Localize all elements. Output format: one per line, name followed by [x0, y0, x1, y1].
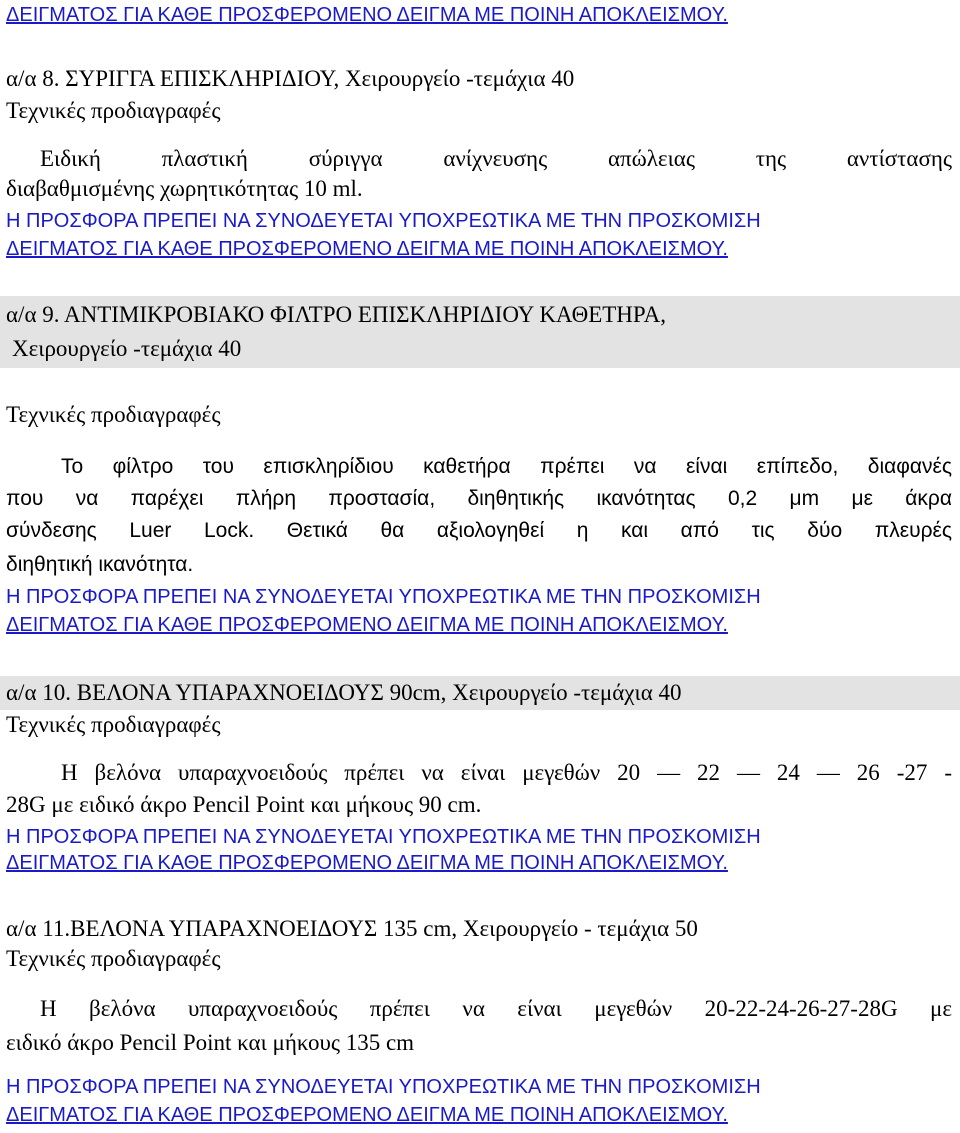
warning-line-2: ΔΕΙΓΜΑΤΟΣ ΓΙΑ ΚΑΘΕ ΠΡΟΣΦΕΡΟΜΕΝΟ ΔΕΙΓΜΑ ΜΕ ΠΟΙΝΗ ΑΠΟΚΛΕΙΣΜΟΥ. [6, 614, 728, 636]
item-9-desc-line2: που να παρέχει πλήρη προστασία, διηθητικής ικανότητας 0,2 μm με άκρα [6, 487, 952, 510]
warning-line-2: ΔΕΙΓΜΑΤΟΣ ΓΙΑ ΚΑΘΕ ΠΡΟΣΦΕΡΟΜΕΝΟ ΔΕΙΓΜΑ ΜΕ ΠΟΙΝΗ ΑΠΟΚΛΕΙΣΜΟΥ. [6, 238, 728, 260]
item-8-desc-line1: Ειδική πλαστική σύριγγα ανίχνευσης απώλειας της αντίστασης [40, 146, 952, 171]
item-10-desc-line1: Η βελόνα υπαραχνοειδούς πρέπει να είναι μεγεθών 20 — 22 — 24 — 26 -27 - [61, 760, 952, 785]
spec-label: Τεχνικές προδιαγραφές [6, 712, 221, 737]
item-11-desc-line1: Η βελόνα υπαραχνοειδούς πρέπει να είναι μεγεθών 20-22-24-26-27-28G με [40, 996, 952, 1021]
item-9-title-line2: Χειρουργείο -τεμάχια 40 [12, 336, 242, 361]
item-9-desc-line3: σύνδεσης Luer Lock. Θετικά θα αξιολογηθεί η και από τις δύο πλευρές [6, 519, 952, 542]
item-9-desc-line1: Το φίλτρο του επισκληρίδιου καθετήρα πρέπει να είναι επίπεδο, διαφανές [61, 455, 952, 478]
item-8-desc-line2: διαβαθμισμένης χωρητικότητας 10 ml. [6, 176, 363, 201]
warning-line-1: Η ΠΡΟΣΦΟΡΑ ΠΡΕΠΕΙ ΝΑ ΣΥΝΟΔΕΥΕΤΑΙ ΥΠΟΧΡΕΩΤΙΚΑ ΜΕ ΤΗΝ ΠΡΟΣΚΟΜΙΣΗ [6, 586, 761, 608]
warning-line-1: Η ΠΡΟΣΦΟΡΑ ΠΡΕΠΕΙ ΝΑ ΣΥΝΟΔΕΥΕΤΑΙ ΥΠΟΧΡΕΩΤΙΚΑ ΜΕ ΤΗΝ ΠΡΟΣΚΟΜΙΣΗ [6, 826, 761, 848]
item-9-title-line1: α/α 9. ΑΝΤΙΜΙΚΡΟΒΙΑΚΟ ΦΙΛΤΡΟ ΕΠΙΣΚΛΗΡΙΔΙΟΥ ΚΑΘΕΤΗΡΑ, [6, 302, 666, 327]
spec-label: Τεχνικές προδιαγραφές [6, 402, 221, 427]
item-8-title: α/α 8. ΣΥΡΙΓΓΑ ΕΠΙΣΚΛΗΡΙΔΙΟΥ, Χειρουργείο -τεμάχια 40 [6, 66, 575, 91]
warning-line-1: Η ΠΡΟΣΦΟΡΑ ΠΡΕΠΕΙ ΝΑ ΣΥΝΟΔΕΥΕΤΑΙ ΥΠΟΧΡΕΩΤΙΚΑ ΜΕ ΤΗΝ ΠΡΟΣΚΟΜΙΣΗ [6, 210, 761, 232]
item-9-desc-line4: διηθητική ικανότητα. [6, 553, 194, 576]
item-10-desc-line2: 28G με ειδικό άκρο Pencil Point και μήκους 90 cm. [6, 792, 482, 817]
warning-line-2: ΔΕΙΓΜΑΤΟΣ ΓΙΑ ΚΑΘΕ ΠΡΟΣΦΕΡΟΜΕΝΟ ΔΕΙΓΜΑ ΜΕ ΠΟΙΝΗ ΑΠΟΚΛΕΙΣΜΟΥ. [6, 852, 728, 874]
item-10-title: α/α 10. ΒΕΛΟΝΑ ΥΠΑΡΑΧΝΟΕΙΔΟΥΣ 90cm, Χειρουργείο -τεμάχια 40 [6, 680, 682, 705]
item-11-desc-line2: ειδικό άκρο Pencil Point και μήκους 135 cm [6, 1030, 415, 1055]
warning-line-2: ΔΕΙΓΜΑΤΟΣ ΓΙΑ ΚΑΘΕ ΠΡΟΣΦΕΡΟΜΕΝΟ ΔΕΙΓΜΑ ΜΕ ΠΟΙΝΗ ΑΠΟΚΛΕΙΣΜΟΥ. [6, 1104, 728, 1126]
warning-line-1: Η ΠΡΟΣΦΟΡΑ ΠΡΕΠΕΙ ΝΑ ΣΥΝΟΔΕΥΕΤΑΙ ΥΠΟΧΡΕΩΤΙΚΑ ΜΕ ΤΗΝ ΠΡΟΣΚΟΜΙΣΗ [6, 1076, 761, 1098]
spec-label: Τεχνικές προδιαγραφές [6, 98, 221, 123]
spec-label: Τεχνικές προδιαγραφές [6, 946, 221, 971]
warning-line-2: ΔΕΙΓΜΑΤΟΣ ΓΙΑ ΚΑΘΕ ΠΡΟΣΦΕΡΟΜΕΝΟ ΔΕΙΓΜΑ ΜΕ ΠΟΙΝΗ ΑΠΟΚΛΕΙΣΜΟΥ. [6, 4, 728, 26]
item-11-title: α/α 11.ΒΕΛΟΝΑ ΥΠΑΡΑΧΝΟΕΙΔΟΥΣ 135 cm, Χειρουργείο - τεμάχια 50 [6, 916, 698, 941]
